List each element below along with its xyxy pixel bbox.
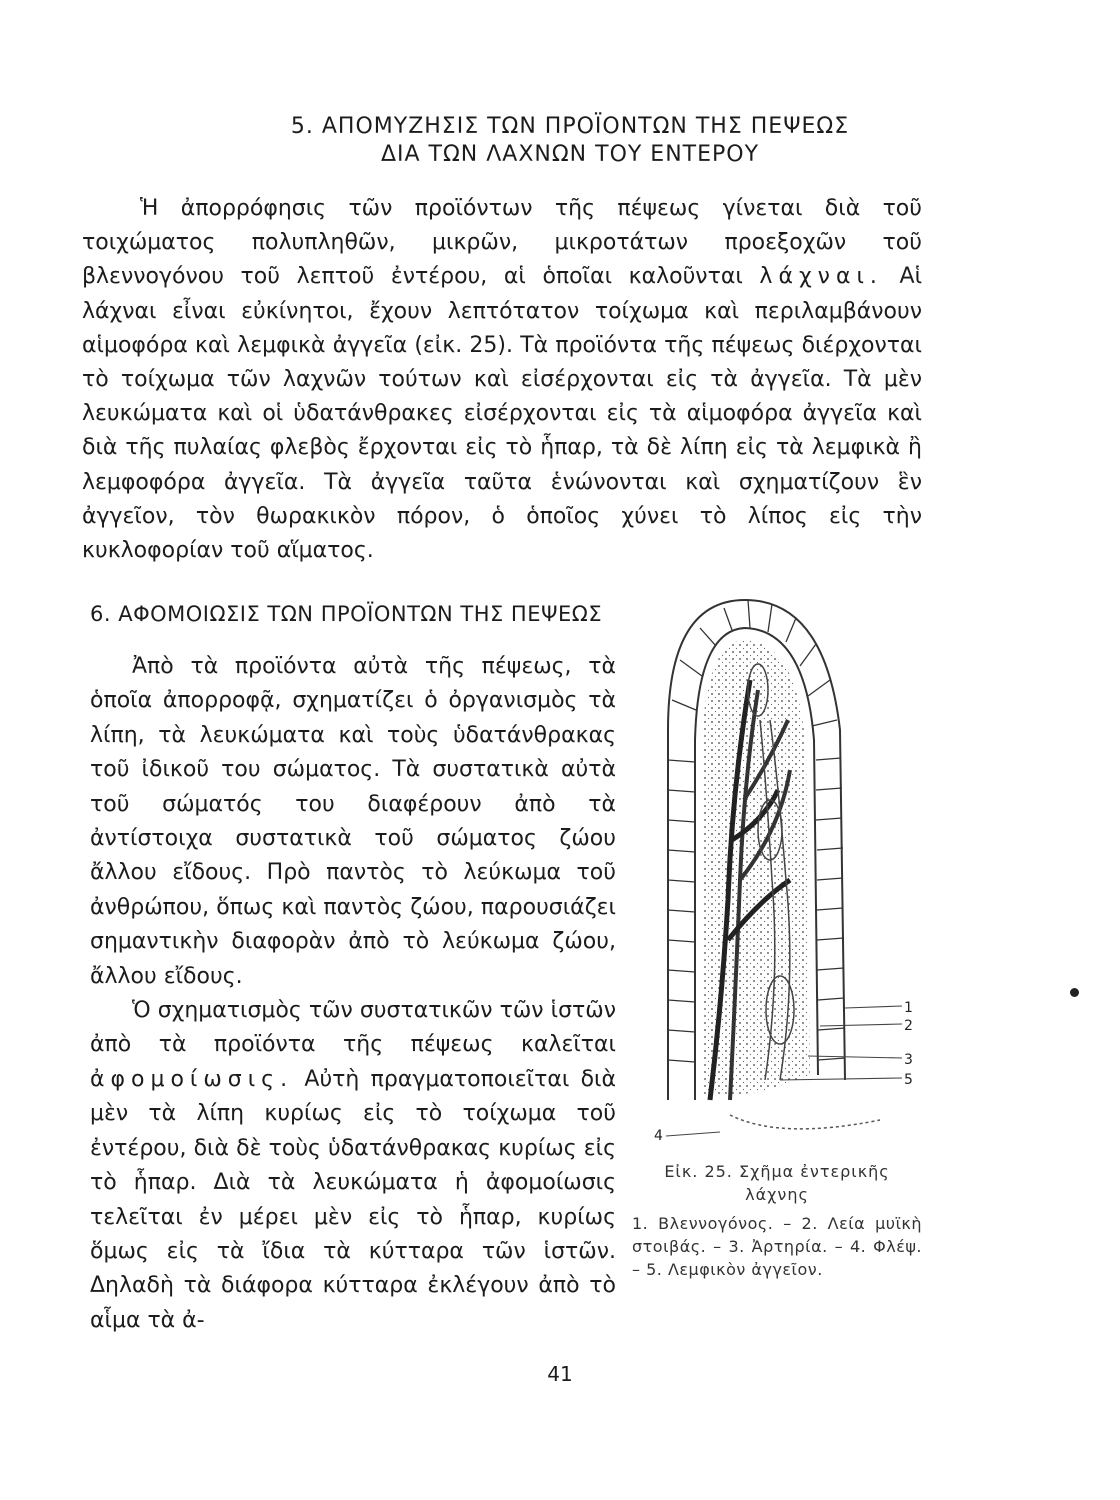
caption-title: Εἰκ. 25. Σχῆμα ἐντερικῆς λάχνης: [664, 1162, 890, 1204]
ink-speck: [1070, 988, 1079, 997]
paragraph-text: Ἡ ἀπορρόφησις τῶν προϊόντων τῆς πέψεως γίνεται διὰ τοῦ τοιχώματος πολυπληθῶν, μικρῶν, μικροτάτων προεξοχῶν τοῦ βλεννογόνου τοῦ λεπτοῦ ἐντέρου, αἱ ὁποῖαι καλοῦνται: [82, 196, 922, 290]
figure-label: 2: [904, 1018, 913, 1034]
figure-label: 1: [904, 1000, 913, 1016]
villus-figure: [640, 580, 940, 1160]
term-lachnai: λάχναι.: [759, 264, 883, 290]
section-5-heading-line-1: 5. ΑΠΟΜΥΖΗΣΙΣ ΤΩΝ ΠΡΟΪΟΝΤΩΝ ΤΗΣ ΠΕΨΕΩΣ: [290, 114, 850, 139]
section-6-paragraph-2: [90, 994, 616, 1338]
smooth-muscle-layer: [730, 1115, 880, 1129]
figure-label: 5: [904, 1072, 913, 1088]
page-number: 41: [547, 1362, 573, 1386]
figure-label: 4: [654, 1128, 663, 1144]
paragraph-text: Αἱ λάχναι εἶναι εὐκίνητοι, ἔχουν λεπτότατον τοίχωμα καὶ περιλαμβάνουν αἱμοφόρα καὶ λεμφικὰ ἀγγεῖα (εἰκ. 25). Τὰ προϊόντα τῆς πέψεως διέρχονται τὸ τοίχωμα τῶν λαχνῶν τούτων καὶ εἰσέρχονται εἰς τὰ ἀγγεῖα. Τὰ μὲν λευκώματα καὶ οἱ ὑδατάνθρακες εἰσέρχονται εἰς τὰ αἱμοφόρα ἀγγεῖα καὶ διὰ τῆς πυλαίας φλεβὸς ἔρχονται εἰς τὸ ἧπαρ, τὰ δὲ λίπη εἰς τὰ λεμφικὰ ἢ λεμφοφόρα ἀγγεῖα. Τὰ ἀγγεῖα ταῦτα ἑνώνονται καὶ σχηματίζουν ἓν ἀγγεῖον, τὸν θωρακικὸν πόρον, ὁ ὁποῖος χύνει τὸ λίπος εἰς τὴν κυκλοφορίαν τοῦ αἵματος.: [82, 264, 923, 564]
paragraph-text: Αὐτὴ πραγματοποιεῖται διὰ μὲν τὰ λίπη κυρίως εἰς τὸ τοίχωμα τοῦ ἐντέρου, διὰ δὲ τοὺς ὑδατάνθρακας κυρίως εἰς τὸ ἧπαρ. Διὰ τὰ λευκώματα ἡ ἀφομοίωσις τελεῖται ἐν μέρει μὲν εἰς τὸ ἧπαρ, κυρίως ὅμως εἰς τὰ ἴδια τὰ κύτταρα τῶν ἱστῶν. Δηλαδὴ τὰ διάφορα κύτταρα ἐκλέγουν ἀπὸ τὸ αἷμα τὰ ἀ-: [90, 1066, 616, 1333]
section-5-paragraph: [82, 192, 922, 568]
section-6-paragraph-1: Ἀπὸ τὰ προϊόντα αὐτὰ τῆς πέψεως, τὰ ὁποῖα ἀπορροφᾷ, σχηματίζει ὁ ὀργανισμὸς τὰ λίπη, τὰ λευκώματα καὶ τοὺς ὑδατάνθρακας τοῦ ἰδικοῦ του σώματος. Τὰ συστατικὰ αὐτὰ τοῦ σώματός του διαφέρουν ἀπὸ τὰ ἀντίστοιχα συστατικὰ τοῦ σώματος ζώου ἄλλου εἴδους. Πρὸ παντὸς τὸ λεύκωμα τοῦ ἀνθρώπου, ὅπως καὶ παντὸς ζώου, παρουσιάζει σημαντικὴν διαφορὰν ἀπὸ τὸ λεύκωμα ζώου, ἄλλου εἴδους.: [90, 654, 616, 989]
section-6-body: [90, 650, 616, 1338]
caption-body: 1. Βλεννογόνος. – 2. Λεία μυϊκὴ στοιβάς. – 3. Ἀρτηρία. – 4. Φλέψ. – 5. Λεμφικὸν ἀγγεῖον.: [632, 1214, 922, 1279]
section-6-heading: 6. ΑΦΟΜΟΙΩΣΙΣ ΤΩΝ ΠΡΟΪΟΝΤΩΝ ΤΗΣ ΠΕΨΕΩΣ: [90, 602, 603, 626]
section-5-body: [82, 192, 922, 568]
figure-label: 3: [904, 1052, 913, 1068]
figure-caption: [632, 1160, 922, 1281]
section-5-heading-line-2: ΔΙΑ ΤΩΝ ΛΑΧΝΩΝ ΤΟΥ ΕΝΤΕΡΟΥ: [380, 142, 760, 167]
term-afomoiosis: ἀφομοίωσις.: [90, 1066, 294, 1092]
paragraph-text: Ὁ σχηματισμὸς τῶν συστατικῶν τῶν ἱστῶν ἀπὸ τὰ προϊόντα τῆς πέψεως καλεῖται: [90, 998, 616, 1058]
